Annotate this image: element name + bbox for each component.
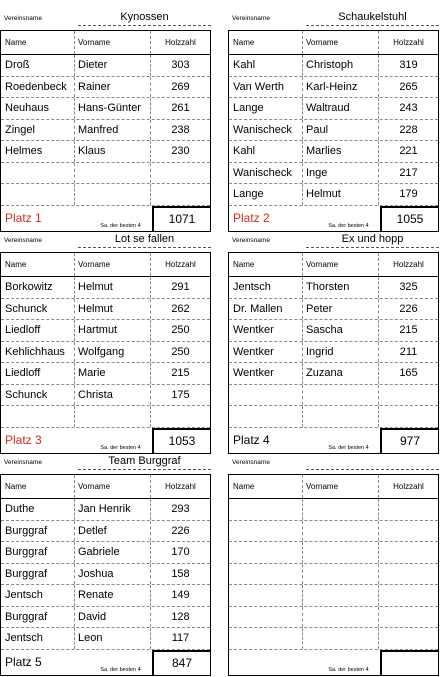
player-holzzahl: 230 bbox=[171, 145, 190, 158]
header-name: Name bbox=[1, 253, 75, 276]
header-holzzahl: Holzzahl bbox=[165, 260, 196, 269]
best-four-sum: 1071 bbox=[152, 206, 210, 231]
card-footer bbox=[229, 650, 438, 675]
best-four-label: Sa. der besten 4 bbox=[328, 444, 369, 451]
player-vorname bbox=[303, 585, 379, 606]
player-name: Schunck bbox=[1, 385, 75, 406]
player-name bbox=[229, 628, 303, 649]
player-name: Kahl bbox=[229, 55, 303, 76]
player-name bbox=[229, 521, 303, 542]
player-vorname: Karl-Heinz bbox=[303, 77, 379, 98]
player-vorname bbox=[303, 521, 379, 542]
best-four-label: Sa. der besten 4 bbox=[100, 666, 141, 673]
player-name: Wanischeck bbox=[229, 120, 303, 141]
player-name: Wentker bbox=[229, 363, 303, 384]
player-row bbox=[1, 363, 210, 385]
header-name: Name bbox=[229, 475, 303, 498]
place-label: Platz 1 bbox=[5, 211, 42, 225]
place-label bbox=[229, 650, 317, 675]
player-name bbox=[229, 607, 303, 628]
player-name: Kahl bbox=[229, 141, 303, 162]
team-name: Team Burggraf bbox=[108, 455, 181, 467]
player-name bbox=[229, 406, 303, 427]
player-holzzahl: 211 bbox=[399, 345, 418, 358]
player-name: Wanischeck bbox=[229, 163, 303, 184]
player-vorname: Klaus bbox=[75, 141, 151, 162]
player-vorname: Helmut bbox=[75, 299, 151, 320]
player-holzzahl: 319 bbox=[399, 59, 418, 72]
player-vorname: Jan Henrik bbox=[75, 499, 151, 520]
player-holzzahl bbox=[379, 542, 438, 563]
player-row bbox=[1, 564, 210, 586]
player-name: Burggraf bbox=[1, 564, 75, 585]
player-vorname: Marlies bbox=[303, 141, 379, 162]
player-row bbox=[229, 55, 438, 77]
player-vorname: Christa bbox=[75, 385, 151, 406]
player-name: Helmes bbox=[1, 141, 75, 162]
player-row bbox=[229, 299, 438, 321]
vereinsname-line bbox=[78, 247, 211, 248]
player-vorname: Renate bbox=[75, 585, 151, 606]
table-header-row bbox=[1, 31, 210, 55]
player-holzzahl: 325 bbox=[399, 281, 418, 294]
player-vorname: Detlef bbox=[75, 521, 151, 542]
player-row bbox=[1, 184, 210, 206]
player-holzzahl bbox=[379, 607, 438, 628]
card-footer bbox=[1, 650, 210, 675]
player-name: Schunck bbox=[1, 299, 75, 320]
player-row bbox=[229, 585, 438, 607]
player-name: Lange bbox=[229, 98, 303, 119]
player-row bbox=[229, 607, 438, 629]
header-holzzahl: Holzzahl bbox=[393, 38, 424, 47]
vereinsname-line bbox=[306, 469, 439, 470]
player-row bbox=[1, 141, 210, 163]
player-holzzahl: 238 bbox=[171, 123, 190, 136]
place-label: Platz 2 bbox=[233, 211, 270, 225]
header-vorname: Vorname bbox=[303, 253, 379, 276]
player-name: Jentsch bbox=[1, 585, 75, 606]
team-card-5 bbox=[0, 444, 211, 676]
player-row bbox=[1, 499, 210, 521]
player-holzzahl: 265 bbox=[399, 80, 418, 93]
player-row bbox=[229, 628, 438, 650]
player-row bbox=[1, 521, 210, 543]
team-card-1 bbox=[0, 0, 211, 232]
player-vorname: Helmut bbox=[75, 277, 151, 298]
player-row bbox=[229, 406, 438, 428]
player-name bbox=[1, 406, 75, 427]
player-name: Zingel bbox=[1, 120, 75, 141]
player-holzzahl bbox=[379, 628, 438, 649]
table-header-row bbox=[229, 31, 438, 55]
header-vorname: Vorname bbox=[75, 475, 151, 498]
player-vorname bbox=[303, 385, 379, 406]
player-name bbox=[1, 184, 75, 205]
player-holzzahl bbox=[379, 521, 438, 542]
player-name bbox=[229, 385, 303, 406]
team-name: Lot se fallen bbox=[114, 233, 175, 245]
player-row bbox=[1, 163, 210, 185]
team-name: Schaukelstuhl bbox=[338, 11, 407, 23]
player-row bbox=[229, 98, 438, 120]
vereinsname-label: Vereinsname bbox=[4, 459, 42, 466]
score-table bbox=[228, 30, 439, 232]
player-holzzahl: 243 bbox=[399, 102, 418, 115]
header-holzzahl: Holzzahl bbox=[393, 482, 424, 491]
player-name: Kehlichhaus bbox=[1, 342, 75, 363]
vereinsname-label: Vereinsname bbox=[4, 15, 42, 22]
player-row bbox=[1, 299, 210, 321]
score-table bbox=[0, 252, 211, 454]
header-holzzahl: Holzzahl bbox=[393, 260, 424, 269]
player-vorname: Waltraud bbox=[303, 98, 379, 119]
player-row bbox=[229, 163, 438, 185]
player-holzzahl: 269 bbox=[171, 80, 190, 93]
best-four-sum: 977 bbox=[380, 428, 438, 453]
player-vorname bbox=[75, 163, 151, 184]
player-row bbox=[229, 277, 438, 299]
player-row bbox=[229, 141, 438, 163]
table-header-row bbox=[229, 475, 438, 499]
player-row bbox=[1, 406, 210, 428]
player-vorname: Christoph bbox=[303, 55, 379, 76]
card-header bbox=[228, 222, 439, 252]
player-name: Roedenbeck bbox=[1, 77, 75, 98]
table-header-row bbox=[229, 253, 438, 277]
player-row bbox=[229, 521, 438, 543]
player-name bbox=[229, 542, 303, 563]
score-table bbox=[0, 474, 211, 676]
best-four-sum bbox=[380, 650, 438, 675]
player-vorname: Wolfgang bbox=[75, 342, 151, 363]
best-four-label: Sa. der besten 4 bbox=[100, 222, 141, 229]
player-row bbox=[1, 77, 210, 99]
place-label: Platz 4 bbox=[233, 433, 270, 447]
player-name: Burggraf bbox=[1, 607, 75, 628]
vereinsname-label: Vereinsname bbox=[4, 237, 42, 244]
player-holzzahl: 215 bbox=[171, 367, 190, 380]
player-name: Droß bbox=[1, 55, 75, 76]
player-row bbox=[1, 320, 210, 342]
vereinsname-line bbox=[306, 25, 439, 26]
player-vorname bbox=[303, 406, 379, 427]
player-row bbox=[1, 585, 210, 607]
player-row bbox=[1, 385, 210, 407]
player-vorname: Ingrid bbox=[303, 342, 379, 363]
player-vorname bbox=[75, 406, 151, 427]
player-row bbox=[1, 55, 210, 77]
player-name: Liedloff bbox=[1, 363, 75, 384]
player-holzzahl: 117 bbox=[171, 632, 190, 645]
score-table bbox=[228, 474, 439, 676]
player-name: Jentsch bbox=[229, 277, 303, 298]
score-table bbox=[228, 252, 439, 454]
best-four-label: Sa. der besten 4 bbox=[328, 222, 369, 229]
player-holzzahl bbox=[379, 564, 438, 585]
team-card-3 bbox=[0, 222, 211, 454]
player-vorname bbox=[303, 542, 379, 563]
player-name bbox=[229, 499, 303, 520]
player-vorname: Leon bbox=[75, 628, 151, 649]
header-name: Name bbox=[229, 31, 303, 54]
table-header-row bbox=[1, 475, 210, 499]
player-row bbox=[1, 607, 210, 629]
player-vorname: Rainer bbox=[75, 77, 151, 98]
team-name: Kynossen bbox=[120, 11, 169, 23]
player-name: Burggraf bbox=[1, 521, 75, 542]
player-row bbox=[229, 184, 438, 206]
player-vorname: Sascha bbox=[303, 320, 379, 341]
player-holzzahl: 175 bbox=[171, 388, 190, 401]
player-row bbox=[1, 342, 210, 364]
player-vorname bbox=[303, 564, 379, 585]
player-row bbox=[229, 320, 438, 342]
player-row bbox=[229, 342, 438, 364]
header-holzzahl: Holzzahl bbox=[165, 38, 196, 47]
player-holzzahl: 261 bbox=[171, 102, 190, 115]
player-vorname: Hartmut bbox=[75, 320, 151, 341]
player-holzzahl: 179 bbox=[399, 188, 418, 201]
team-card-2 bbox=[228, 0, 439, 232]
player-row bbox=[229, 385, 438, 407]
player-name: Wentker bbox=[229, 320, 303, 341]
player-holzzahl: 293 bbox=[171, 503, 190, 516]
player-vorname bbox=[303, 499, 379, 520]
player-vorname: Thorsten bbox=[303, 277, 379, 298]
player-row bbox=[1, 120, 210, 142]
card-header bbox=[228, 444, 439, 474]
player-holzzahl bbox=[379, 406, 438, 427]
player-row bbox=[229, 363, 438, 385]
player-vorname: Helmut bbox=[303, 184, 379, 205]
header-name: Name bbox=[1, 31, 75, 54]
player-name: Wentker bbox=[229, 342, 303, 363]
player-holzzahl: 228 bbox=[399, 123, 418, 136]
player-holzzahl: 291 bbox=[171, 281, 190, 294]
player-vorname: Joshua bbox=[75, 564, 151, 585]
player-vorname bbox=[303, 628, 379, 649]
header-holzzahl: Holzzahl bbox=[165, 482, 196, 491]
header-vorname: Vorname bbox=[75, 253, 151, 276]
best-four-label: Sa. der besten 4 bbox=[328, 666, 369, 673]
player-holzzahl: 158 bbox=[171, 567, 190, 580]
vereinsname-label: Vereinsname bbox=[232, 459, 270, 466]
vereinsname-line bbox=[78, 25, 211, 26]
player-holzzahl: 149 bbox=[171, 589, 190, 602]
card-header bbox=[0, 0, 211, 30]
header-vorname: Vorname bbox=[75, 31, 151, 54]
player-row bbox=[229, 77, 438, 99]
player-holzzahl: 226 bbox=[399, 302, 418, 315]
player-holzzahl: 262 bbox=[171, 302, 190, 315]
player-row bbox=[1, 277, 210, 299]
player-name: Neuhaus bbox=[1, 98, 75, 119]
player-holzzahl bbox=[379, 385, 438, 406]
vereinsname-line bbox=[306, 247, 439, 248]
player-name bbox=[229, 564, 303, 585]
player-vorname: Hans-Günter bbox=[75, 98, 151, 119]
player-holzzahl: 250 bbox=[171, 324, 190, 337]
player-holzzahl bbox=[379, 499, 438, 520]
team-name: Ex und hopp bbox=[341, 233, 404, 245]
best-four-sum: 847 bbox=[152, 650, 210, 675]
player-name: Van Werth bbox=[229, 77, 303, 98]
team-card-4 bbox=[228, 222, 439, 454]
player-row bbox=[229, 120, 438, 142]
header-name: Name bbox=[229, 253, 303, 276]
player-row bbox=[1, 542, 210, 564]
vereinsname-line bbox=[78, 469, 211, 470]
place-label: Platz 3 bbox=[5, 433, 42, 447]
player-holzzahl bbox=[379, 585, 438, 606]
player-vorname: Manfred bbox=[75, 120, 151, 141]
vereinsname-label: Vereinsname bbox=[232, 15, 270, 22]
player-name: Jentsch bbox=[1, 628, 75, 649]
player-name: Dr. Mallen bbox=[229, 299, 303, 320]
card-header bbox=[0, 444, 211, 474]
place-label: Platz 5 bbox=[5, 655, 42, 669]
vereinsname-label: Vereinsname bbox=[232, 237, 270, 244]
player-vorname: Dieter bbox=[75, 55, 151, 76]
player-name: Burggraf bbox=[1, 542, 75, 563]
best-four-sum: 1055 bbox=[380, 206, 438, 231]
player-row bbox=[229, 499, 438, 521]
player-name: Lange bbox=[229, 184, 303, 205]
player-name bbox=[229, 585, 303, 606]
player-name: Liedloff bbox=[1, 320, 75, 341]
table-header-row bbox=[1, 253, 210, 277]
player-vorname: Paul bbox=[303, 120, 379, 141]
player-holzzahl: 170 bbox=[171, 546, 190, 559]
player-holzzahl: 221 bbox=[399, 145, 418, 158]
player-row bbox=[229, 564, 438, 586]
player-name bbox=[1, 163, 75, 184]
card-header bbox=[228, 0, 439, 30]
player-vorname: Marie bbox=[75, 363, 151, 384]
player-vorname bbox=[75, 184, 151, 205]
best-four-sum: 1053 bbox=[152, 428, 210, 453]
player-row bbox=[1, 628, 210, 650]
header-name: Name bbox=[1, 475, 75, 498]
team-card-6 bbox=[228, 444, 439, 676]
player-holzzahl: 226 bbox=[171, 524, 190, 537]
player-vorname: Inge bbox=[303, 163, 379, 184]
player-holzzahl: 303 bbox=[171, 59, 190, 72]
player-holzzahl: 250 bbox=[171, 345, 190, 358]
header-vorname: Vorname bbox=[303, 475, 379, 498]
player-vorname: Peter bbox=[303, 299, 379, 320]
player-holzzahl: 165 bbox=[399, 367, 418, 380]
player-name: Duthe bbox=[1, 499, 75, 520]
player-row bbox=[229, 542, 438, 564]
header-vorname: Vorname bbox=[303, 31, 379, 54]
player-holzzahl bbox=[151, 163, 210, 184]
player-vorname: Zuzana bbox=[303, 363, 379, 384]
player-vorname bbox=[303, 607, 379, 628]
card-header bbox=[0, 222, 211, 252]
player-holzzahl: 215 bbox=[399, 324, 418, 337]
player-holzzahl: 217 bbox=[399, 166, 418, 179]
player-holzzahl: 128 bbox=[171, 610, 190, 623]
player-name: Borkowitz bbox=[1, 277, 75, 298]
player-row bbox=[1, 98, 210, 120]
best-four-label: Sa. der besten 4 bbox=[100, 444, 141, 451]
player-holzzahl bbox=[151, 184, 210, 205]
player-holzzahl bbox=[151, 406, 210, 427]
score-table bbox=[0, 30, 211, 232]
player-vorname: David bbox=[75, 607, 151, 628]
player-vorname: Gabriele bbox=[75, 542, 151, 563]
